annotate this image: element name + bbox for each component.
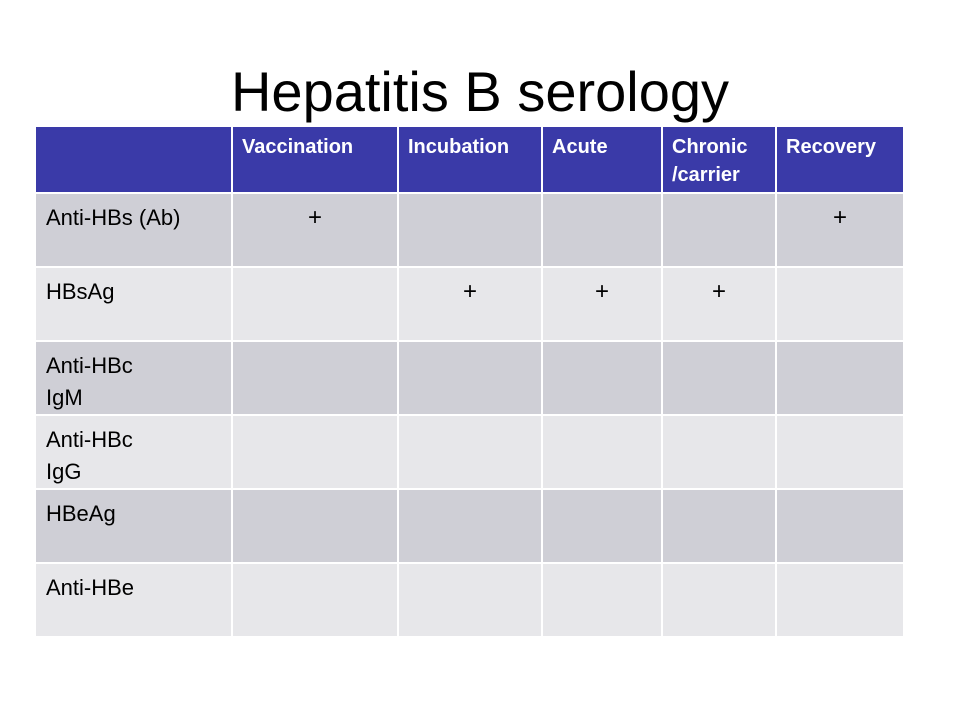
table-row-hbeag (35, 489, 904, 563)
cell-hbeag-recovery (776, 489, 904, 563)
table-row-anti-hbs (35, 193, 904, 267)
row-label-line: IgM (46, 385, 83, 410)
row-label-anti-hbs: Anti-HBs (Ab) (35, 193, 232, 267)
row-label-line: Anti-HBc (46, 353, 133, 378)
cell-hbeag-chronic (662, 489, 776, 563)
cell-anti-hbc-igg-vaccination (232, 415, 398, 489)
table-row-anti-hbe (35, 563, 904, 637)
header-chronic-line-1: Chronic (672, 136, 748, 158)
cell-hbeag-incubation (398, 489, 542, 563)
serology-table (34, 125, 905, 638)
cell-anti-hbs-chronic (662, 193, 776, 267)
cell-hbsag-chronic: + (662, 267, 776, 341)
cell-anti-hbe-incubation (398, 563, 542, 637)
header-vaccination: Vaccination (232, 126, 398, 193)
slide-title: Hepatitis B serology (230, 60, 729, 123)
table-header-row (35, 126, 904, 193)
row-label-anti-hbc-igg (35, 415, 232, 489)
cell-hbsag-incubation: + (398, 267, 542, 341)
row-label-hbeag: HBeAg (35, 489, 232, 563)
cell-anti-hbc-igm-chronic (662, 341, 776, 415)
cell-hbsag-vaccination (232, 267, 398, 341)
cell-anti-hbc-igg-chronic (662, 415, 776, 489)
cell-hbsag-recovery (776, 267, 904, 341)
cell-anti-hbs-incubation (398, 193, 542, 267)
cell-anti-hbc-igg-incubation (398, 415, 542, 489)
header-incubation: Incubation (398, 126, 542, 193)
cell-anti-hbe-acute (542, 563, 662, 637)
header-chronic-carrier (662, 126, 776, 193)
cell-anti-hbc-igg-recovery (776, 415, 904, 489)
row-label-anti-hbc-igm (35, 341, 232, 415)
cell-hbeag-vaccination (232, 489, 398, 563)
header-acute: Acute (542, 126, 662, 193)
cell-anti-hbc-igm-acute (542, 341, 662, 415)
row-label-line: Anti-HBc (46, 427, 133, 452)
row-label-anti-hbe: Anti-HBe (35, 563, 232, 637)
cell-hbeag-acute (542, 489, 662, 563)
table-row-anti-hbc-igm (35, 341, 904, 415)
header-chronic-line-2: /carrier (672, 164, 740, 186)
table-row-hbsag (35, 267, 904, 341)
header-recovery: Recovery (776, 126, 904, 193)
cell-anti-hbe-recovery (776, 563, 904, 637)
cell-anti-hbe-chronic (662, 563, 776, 637)
table-row-anti-hbc-igg (35, 415, 904, 489)
header-corner-cell (35, 126, 232, 193)
row-label-hbsag: HBsAg (35, 267, 232, 341)
cell-hbsag-acute: + (542, 267, 662, 341)
cell-anti-hbe-vaccination (232, 563, 398, 637)
cell-anti-hbs-recovery: + (776, 193, 904, 267)
cell-anti-hbc-igm-incubation (398, 341, 542, 415)
cell-anti-hbc-igg-acute (542, 415, 662, 489)
cell-anti-hbs-acute (542, 193, 662, 267)
cell-anti-hbc-igm-recovery (776, 341, 904, 415)
cell-anti-hbc-igm-vaccination (232, 341, 398, 415)
cell-anti-hbs-vaccination: + (232, 193, 398, 267)
row-label-line: IgG (46, 459, 82, 484)
